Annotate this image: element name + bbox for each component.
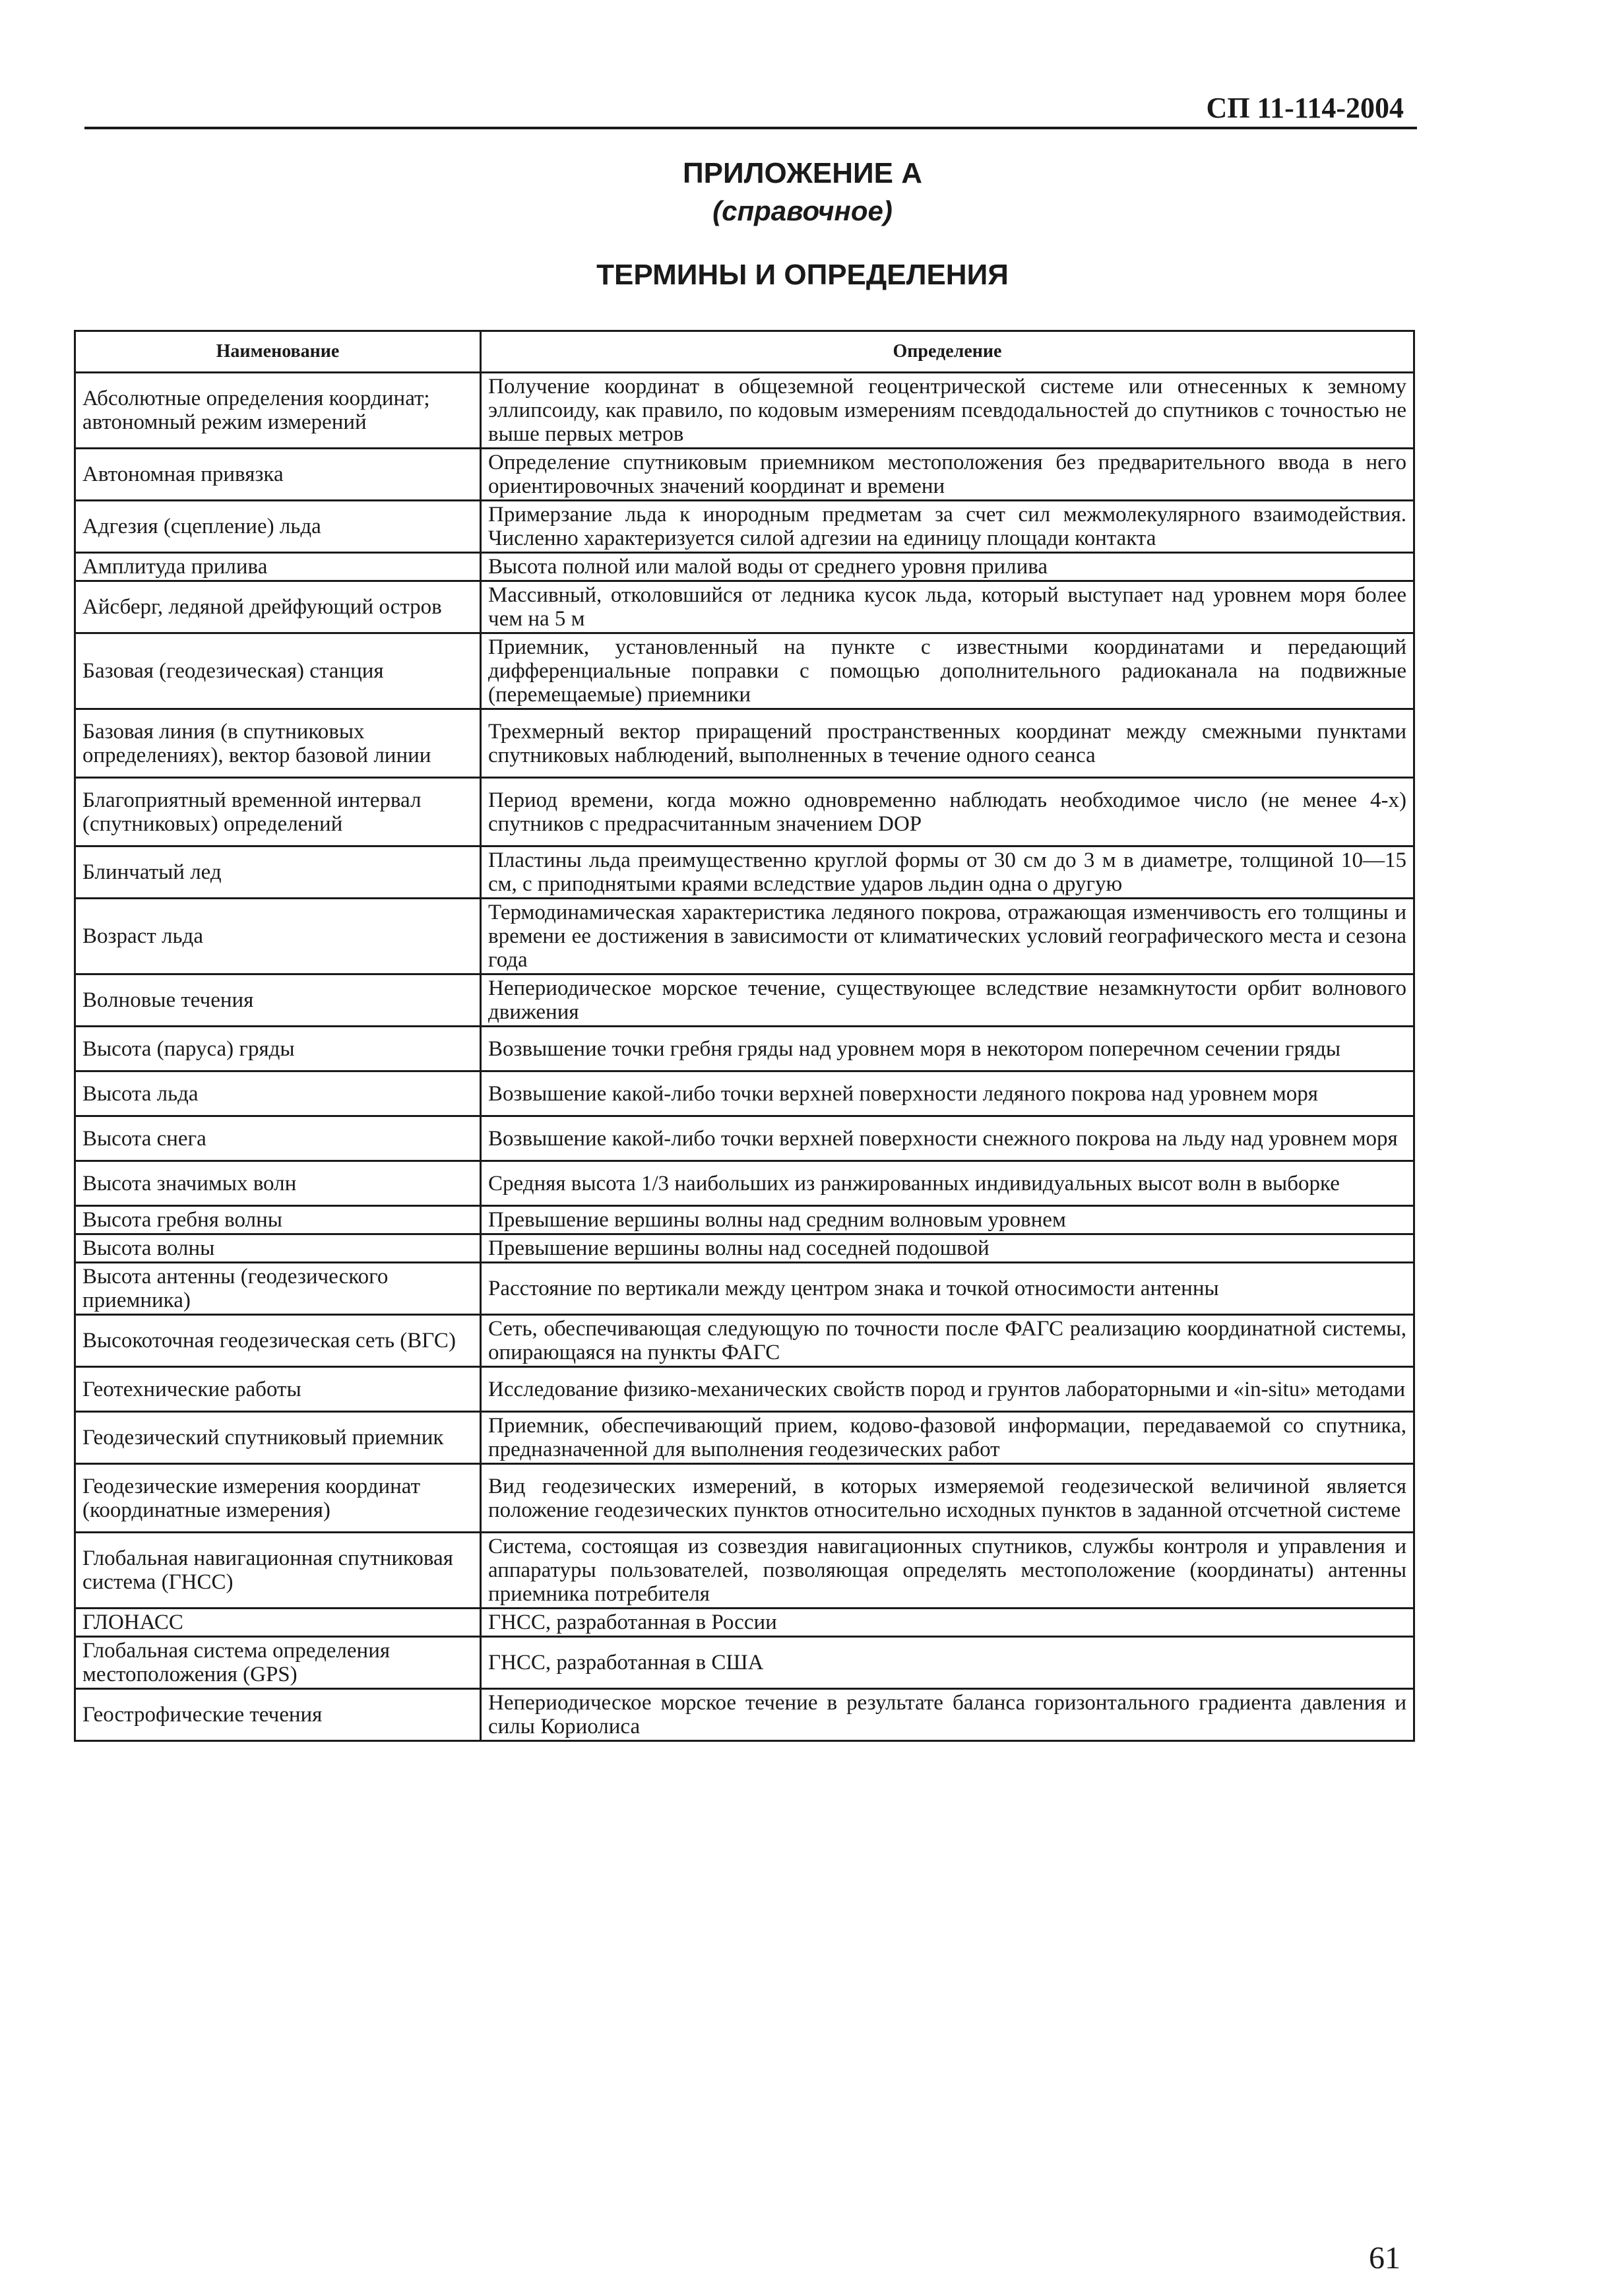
appendix-subtitle: (справочное) bbox=[712, 195, 893, 226]
term-cell: Адгезия (сцепление) льда bbox=[75, 501, 481, 553]
table-row bbox=[75, 1027, 1414, 1071]
terms-table-body bbox=[75, 373, 1414, 1741]
term-cell: Высокоточная геодезическая сеть (ВГС) bbox=[75, 1315, 481, 1367]
definition-cell: ГНСС, разработанная в России bbox=[481, 1609, 1414, 1637]
definition-cell: Получение координат в общеземной геоцентрической системе или отнесенных к земному эллипсоиду, как правило, по кодовым измерениям псевдодальностей до спутников с точностью не выше первых метров bbox=[481, 373, 1414, 449]
table-row bbox=[75, 1071, 1414, 1116]
term-cell: Глобальная навигационная спутниковая система (ГНСС) bbox=[75, 1533, 481, 1609]
term-cell: Высота льда bbox=[75, 1071, 481, 1116]
definition-cell: Период времени, когда можно одновременно наблюдать необходимое число (не менее 4-х) спутников с предрасчитанным значением DOP bbox=[481, 778, 1414, 846]
table-row bbox=[75, 501, 1414, 553]
term-cell: Базовая (геодезическая) станция bbox=[75, 633, 481, 709]
terms-table bbox=[74, 330, 1415, 1742]
definition-cell: Высота полной или малой воды от среднего уровня прилива bbox=[481, 553, 1414, 581]
term-cell: Айсберг, ледяной дрейфующий остров bbox=[75, 581, 481, 633]
table-row bbox=[75, 1263, 1414, 1315]
term-cell: Автономная привязка bbox=[75, 449, 481, 501]
definition-cell: Непериодическое морское течение в результате баланса горизонтального градиента давления и силы Кориолиса bbox=[481, 1689, 1414, 1741]
table-row bbox=[75, 633, 1414, 709]
definition-cell: Трехмерный вектор приращений пространственных координат между смежными пунктами спутниковых наблюдений, выполненных в течение одного сеанса bbox=[481, 709, 1414, 778]
definition-cell: ГНСС, разработанная в США bbox=[481, 1637, 1414, 1689]
term-cell: Благоприятный временной интервал (спутниковых) определений bbox=[75, 778, 481, 846]
table-row bbox=[75, 1689, 1414, 1741]
section-title: ТЕРМИНЫ И ОПРЕДЕЛЕНИЯ bbox=[596, 259, 1009, 291]
table-row bbox=[75, 709, 1414, 778]
definition-cell: Приемник, установленный на пункте с известными координатами и передающий дифференциальные поправки с помощью дополнительного радиоканала на подвижные (перемещаемые) приемники bbox=[481, 633, 1414, 709]
appendix-title: ПРИЛОЖЕНИЕ А bbox=[683, 157, 922, 189]
definition-cell: Исследование физико-механических свойств пород и грунтов лабораторными и «in-situ» методами bbox=[481, 1367, 1414, 1412]
definition-cell: Приемник, обеспечивающий прием, кодово-фазовой информации, передаваемой со спутника, предназначенной для выполнения геодезических работ bbox=[481, 1412, 1414, 1464]
table-row bbox=[75, 899, 1414, 974]
table-row bbox=[75, 1206, 1414, 1234]
header-rule bbox=[84, 127, 1417, 129]
term-cell: Геодезический спутниковый приемник bbox=[75, 1412, 481, 1464]
definition-cell: Непериодическое морское течение, существующее вследствие незамкнутости орбит волнового движения bbox=[481, 974, 1414, 1027]
table-row bbox=[75, 1412, 1414, 1464]
definition-cell: Примерзание льда к инородным предметам за счет сил межмолекулярного взаимодействия. Численно характеризуется силой адгезии на единицу площади контакта bbox=[481, 501, 1414, 553]
table-row bbox=[75, 553, 1414, 581]
term-cell: Высота антенны (геодезического приемника) bbox=[75, 1263, 481, 1315]
column-header-definition: Определение bbox=[481, 331, 1414, 373]
definition-cell: Термодинамическая характеристика ледяного покрова, отражающая изменчивость его толщины и времени ее достижения в зависимости от климатических условий географического места и сезона года bbox=[481, 899, 1414, 974]
table-row bbox=[75, 1161, 1414, 1206]
document-code: СП 11-114-2004 bbox=[1206, 92, 1404, 124]
definition-cell: Вид геодезических измерений, в которых измеряемой геодезической величиной является положение геодезических пунктов относительно исходных пунктов в заданной отсчетной системе bbox=[481, 1464, 1414, 1533]
table-row bbox=[75, 778, 1414, 846]
table-row bbox=[75, 449, 1414, 501]
table-row bbox=[75, 974, 1414, 1027]
term-cell: Возраст льда bbox=[75, 899, 481, 974]
term-cell: Высота (паруса) гряды bbox=[75, 1027, 481, 1071]
table-row bbox=[75, 1533, 1414, 1609]
table-row bbox=[75, 1315, 1414, 1367]
term-cell: ГЛОНАСС bbox=[75, 1609, 481, 1637]
term-cell: Высота волны bbox=[75, 1234, 481, 1263]
definition-cell: Определение спутниковым приемником местоположения без предварительного ввода в него ориентировочных значений координат и времени bbox=[481, 449, 1414, 501]
term-cell: Геотехнические работы bbox=[75, 1367, 481, 1412]
table-row bbox=[75, 1367, 1414, 1412]
definition-cell: Пластины льда преимущественно круглой формы от 30 см до 3 м в диаметре, толщиной 10—15 см, с приподнятыми краями вследствие ударов льдин одна о другую bbox=[481, 846, 1414, 899]
definition-cell: Система, состоящая из созвездия навигационных спутников, службы контроля и управления и аппаратуры пользователей, позволяющая определять местоположение (координаты) антенны приемника потребителя bbox=[481, 1533, 1414, 1609]
table-row bbox=[75, 373, 1414, 449]
term-cell: Абсолютные определения координат; автономный режим измерений bbox=[75, 373, 481, 449]
table-header-row bbox=[75, 331, 1414, 373]
table-row bbox=[75, 1637, 1414, 1689]
term-cell: Блинчатый лед bbox=[75, 846, 481, 899]
definition-cell: Расстояние по вертикали между центром знака и точкой относимости антенны bbox=[481, 1263, 1414, 1315]
term-cell: Высота значимых волн bbox=[75, 1161, 481, 1206]
page-number: 61 bbox=[1369, 2241, 1400, 2276]
term-cell: Геострофические течения bbox=[75, 1689, 481, 1741]
term-cell: Волновые течения bbox=[75, 974, 481, 1027]
term-cell: Базовая линия (в спутниковых определениях), вектор базовой линии bbox=[75, 709, 481, 778]
table-row bbox=[75, 1116, 1414, 1161]
table-row bbox=[75, 1609, 1414, 1637]
table-row bbox=[75, 581, 1414, 633]
column-header-term: Наименование bbox=[75, 331, 481, 373]
definition-cell: Возвышение точки гребня гряды над уровнем моря в некотором поперечном сечении гряды bbox=[481, 1027, 1414, 1071]
term-cell: Амплитуда прилива bbox=[75, 553, 481, 581]
definition-cell: Превышение вершины волны над средним волновым уровнем bbox=[481, 1206, 1414, 1234]
definition-cell: Сеть, обеспечивающая следующую по точности после ФАГС реализацию координатной системы, опирающаяся на пункты ФАГС bbox=[481, 1315, 1414, 1367]
term-cell: Высота снега bbox=[75, 1116, 481, 1161]
definition-cell: Средняя высота 1/3 наибольших из ранжированных индивидуальных высот волн в выборке bbox=[481, 1161, 1414, 1206]
definition-cell: Возвышение какой-либо точки верхней поверхности снежного покрова на льду над уровнем моря bbox=[481, 1116, 1414, 1161]
table-row bbox=[75, 846, 1414, 899]
term-cell: Глобальная система определения местоположения (GPS) bbox=[75, 1637, 481, 1689]
table-row bbox=[75, 1234, 1414, 1263]
table-row bbox=[75, 1464, 1414, 1533]
definition-cell: Превышение вершины волны над соседней подошвой bbox=[481, 1234, 1414, 1263]
term-cell: Геодезические измерения координат (координатные измерения) bbox=[75, 1464, 481, 1533]
term-cell: Высота гребня волны bbox=[75, 1206, 481, 1234]
definition-cell: Возвышение какой-либо точки верхней поверхности ледяного покрова над уровнем моря bbox=[481, 1071, 1414, 1116]
definition-cell: Массивный, отколовшийся от ледника кусок льда, который выступает над уровнем моря более чем на 5 м bbox=[481, 581, 1414, 633]
